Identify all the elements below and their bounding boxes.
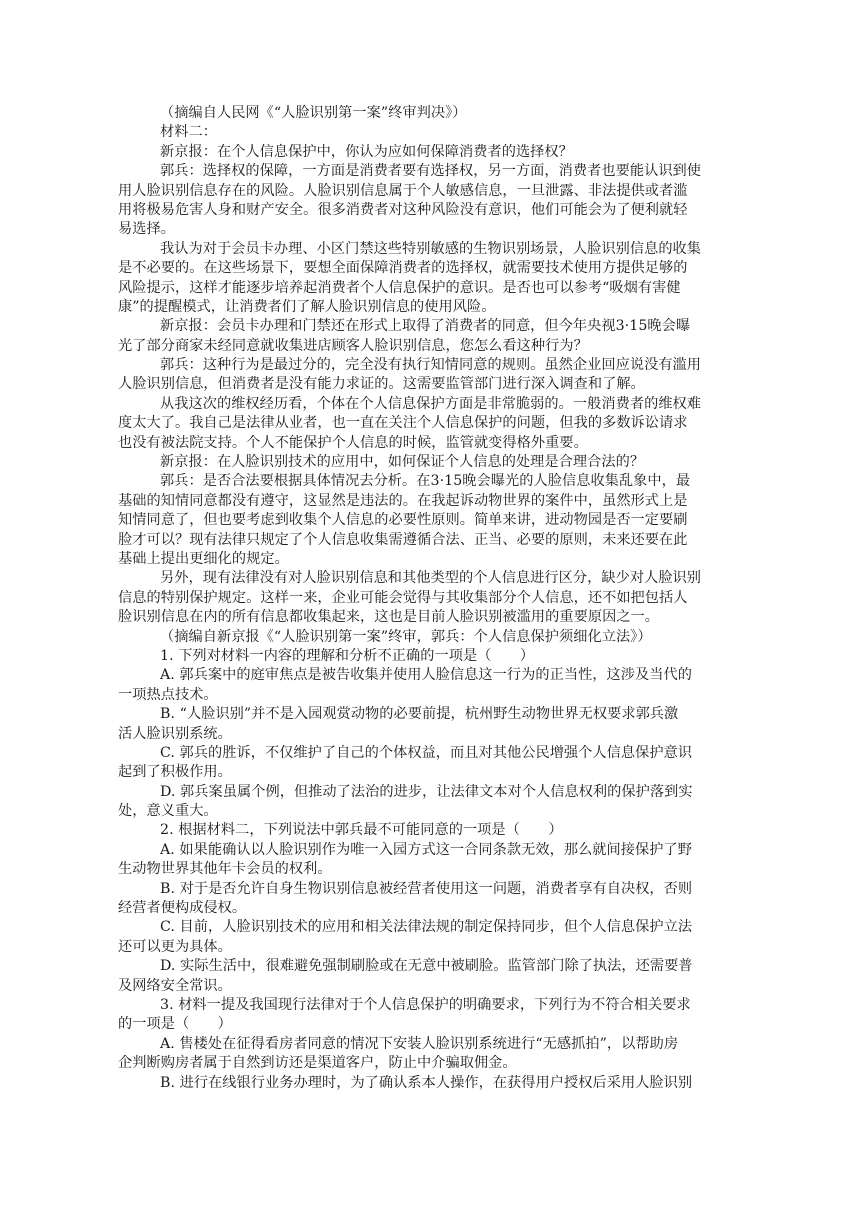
text-line: 基础的知情同意都没有遵守，这显然是违法的。在我起诉动物世界的案件中，虽然形式上是 xyxy=(118,492,688,509)
text-line: 信息的特别保护规定。这样一来，企业可能会觉得与其收集部分个人信息，还不如把包括人 xyxy=(118,589,688,606)
text-line: 另外，现有法律没有对人脸识别信息和其他类型的个人信息进行区分，缺少对人脸识别 xyxy=(160,570,702,587)
text-line: 从我这次的维权经历看，个体在个人信息保护方面是非常脆弱的。一般消费者的维权难 xyxy=(160,395,702,412)
text-line: 企判断购房者属于自然到访还是渠道客户，防止中介骗取佣金。 xyxy=(118,1055,517,1072)
text-line: B. “人脸识别”并不是入园观赏动物的必要前提，杭州野生动物世界无权要求郭兵激 xyxy=(160,706,679,723)
text-line: 新京报：会员卡办理和门禁还在形式上取得了消费者的同意，但今年央视3·15晚会曝 xyxy=(160,318,691,335)
document-body xyxy=(118,104,744,1093)
text-line: C. 目前，人脸识别技术的应用和相关法律法规的制定保持同步，但个人信息保护立法 xyxy=(160,919,693,936)
text-line: 还可以更为具体。 xyxy=(118,938,232,955)
text-line: 3. 材料一提及我国现行法律对于个人信息保护的明确要求，下列行为不符合相关要求 xyxy=(160,996,691,1013)
text-line: A. 郭兵案中的庭审焦点是被告收集并使用人脸信息这一行为的正当性，这涉及当代的 xyxy=(160,667,692,684)
text-line: 脸识别信息在内的所有信息都收集起来，这也是目前人脸识别被滥用的重要原因之一。 xyxy=(118,609,660,626)
text-line: 2. 根据材料二，下列说法中郭兵最不可能同意的一项是（ ） xyxy=(160,822,563,839)
text-line: 风险提示，这样才能逐步培养起消费者个人信息保护的意识。是否也可以参考“吸烟有害健 xyxy=(118,279,681,296)
text-line: 光了部分商家未经同意就收集进店顾客人脸识别信息，您怎么看这种行为？ xyxy=(118,337,588,354)
text-line: 也没有被法院支持。个人不能保护个人信息的时候，监管就变得格外重要。 xyxy=(118,434,588,451)
text-line: 起到了积极作用。 xyxy=(118,764,232,781)
text-line: C. 郭兵的胜诉，不仅维护了自己的个体权益，而且对其他公民增强个人信息保护意识 xyxy=(160,744,693,761)
text-line: B. 进行在线银行业务办理时，为了确认系本人操作，在获得用户授权后采用人脸识别 xyxy=(160,1074,693,1091)
text-line: 一项热点技术。 xyxy=(118,686,218,703)
text-line: 郭兵：是否合法要根据具体情况去分析。在3·15晚会曝光的人脸信息收集乱象中，最 xyxy=(160,473,691,490)
text-line: 人脸识别信息，但消费者是没有能力求证的。这需要监管部门进行深入调查和了解。 xyxy=(118,376,645,393)
text-line: 我认为对于会员卡办理、小区门禁这些特别敏感的生物识别场景，人脸识别信息的收集 xyxy=(160,240,702,257)
text-line: 及网络安全常识。 xyxy=(118,977,232,994)
text-line: 1. 下列对材料一内容的理解和分析不正确的一项是（ ） xyxy=(160,647,535,664)
text-line: 新京报：在个人信息保护中，你认为应如何保障消费者的选择权？ xyxy=(160,143,573,160)
text-line: 的一项是（ ） xyxy=(118,1016,232,1033)
text-line: 知情同意了，但也要考虑到收集个人信息的必要性原则。简单来讲，进动物园是否一定要刷 xyxy=(118,512,688,529)
text-line: 活人脸识别系统。 xyxy=(118,725,232,742)
text-line: （摘编自人民网《“人脸识别第一案”终审判决》） xyxy=(160,105,467,121)
text-line: 易选择。 xyxy=(118,221,175,238)
text-line: 处，意义重大。 xyxy=(118,803,218,820)
text-line: 用人脸识别信息存在的风险。人脸识别信息属于个人敏感信息，一旦泄露、非法提供或者滥 xyxy=(118,182,688,199)
text-line: 郭兵：选择权的保障，一方面是消费者要有选择权，另一方面，消费者也要能认识到使 xyxy=(160,163,702,180)
text-line: 生动物世界其他年卡会员的权利。 xyxy=(118,861,332,878)
text-line: 基础上提出更细化的规定。 xyxy=(118,550,289,567)
text-line: 是不必要的。在这些场景下，要想全面保障消费者的选择权，就需要技术使用方提供足够的 xyxy=(118,260,688,277)
text-line: B. 对于是否允许自身生物识别信息被经营者使用这一问题，消费者享有自决权，否则 xyxy=(160,880,693,897)
text-line: D. 实际生活中，很难避免强制刷脸或在无意中被刷脸。监管部门除了执法，还需要普 xyxy=(160,958,693,975)
text-line: 新京报：在人脸识别技术的应用中，如何保证个人信息的处理是合理合法的？ xyxy=(160,454,645,471)
text-line: 材料二： xyxy=(160,124,217,141)
text-line: D. 郭兵案虽属个例，但推动了法治的进步，让法律文本对个人信息权利的保护落到实 xyxy=(160,783,693,800)
text-line: 经营者便构成侵权。 xyxy=(118,900,247,917)
text-line: 郭兵：这种行为是最过分的，完全没有执行知情同意的规则。虽然企业回应说没有滥用 xyxy=(160,357,702,374)
text-line: （摘编自新京报《“人脸识别第一案”终审，郭兵：个人信息保护须细化立法》） xyxy=(160,628,652,645)
text-line: A. 如果能确认以人脸识别作为唯一入园方式这一合同条款无效，那么就间接保护了野 xyxy=(160,841,692,858)
text-line: A. 售楼处在征得看房者同意的情况下安装人脸识别系统进行“无感抓拍”，以帮助房 xyxy=(160,1035,679,1052)
text-line: 度太大了。我自己是法律从业者，也一直在关注个人信息保护的问题，但我的多数诉讼请求 xyxy=(118,415,688,432)
text-line: 脸才可以？现有法律只规定了个人信息收集需遵循合法、正当、必要的原则，未来还要在此 xyxy=(118,531,688,548)
text-line: 用将极易危害人身和财产安全。很多消费者对这种风险没有意识，他们可能会为了便利就轻 xyxy=(118,201,688,218)
text-line: 康”的提醒模式，让消费者们了解人脸识别信息的使用风险。 xyxy=(118,298,496,315)
